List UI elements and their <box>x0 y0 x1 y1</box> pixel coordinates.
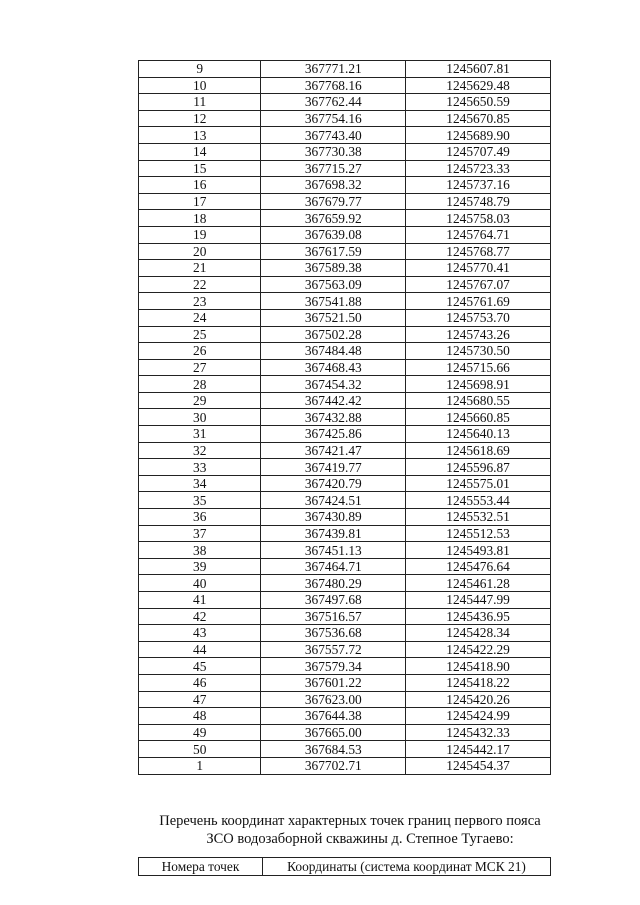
point-number-cell: 19 <box>139 226 261 243</box>
point-number-cell: 25 <box>139 326 261 343</box>
table-row <box>139 525 551 542</box>
y-coordinate-cell: 1245723.33 <box>406 160 551 177</box>
point-number-cell: 30 <box>139 409 261 426</box>
point-number-cell: 15 <box>139 160 261 177</box>
point-number-cell: 44 <box>139 641 261 658</box>
point-number-cell: 48 <box>139 708 261 725</box>
y-coordinate-cell: 1245670.85 <box>406 110 551 127</box>
point-number-cell: 23 <box>139 293 261 310</box>
y-coordinate-cell: 1245737.16 <box>406 177 551 194</box>
y-coordinate-cell: 1245493.81 <box>406 542 551 559</box>
x-coordinate-cell: 367762.44 <box>261 94 406 111</box>
y-coordinate-cell: 1245618.69 <box>406 442 551 459</box>
point-number-cell: 49 <box>139 724 261 741</box>
point-number-cell: 27 <box>139 359 261 376</box>
y-coordinate-cell: 1245512.53 <box>406 525 551 542</box>
table-row <box>139 674 551 691</box>
x-coordinate-cell: 367439.81 <box>261 525 406 542</box>
table-row <box>139 359 551 376</box>
table-row <box>139 757 551 774</box>
x-coordinate-cell: 367430.89 <box>261 509 406 526</box>
y-coordinate-cell: 1245532.51 <box>406 509 551 526</box>
y-coordinate-cell: 1245689.90 <box>406 127 551 144</box>
y-coordinate-cell: 1245476.64 <box>406 558 551 575</box>
caption-line-1: Перечень координат характерных точек границ первого пояса <box>159 813 541 829</box>
y-coordinate-cell: 1245420.26 <box>406 691 551 708</box>
y-coordinate-cell: 1245730.50 <box>406 343 551 360</box>
point-number-cell: 31 <box>139 426 261 443</box>
point-number-cell: 16 <box>139 177 261 194</box>
x-coordinate-cell: 367702.71 <box>261 757 406 774</box>
point-number-cell: 17 <box>139 193 261 210</box>
table-row <box>139 542 551 559</box>
point-number-cell: 43 <box>139 625 261 642</box>
y-coordinate-cell: 1245743.26 <box>406 326 551 343</box>
x-coordinate-cell: 367541.88 <box>261 293 406 310</box>
x-coordinate-cell: 367502.28 <box>261 326 406 343</box>
table-row <box>139 741 551 758</box>
point-number-cell: 38 <box>139 542 261 559</box>
table-row <box>139 210 551 227</box>
x-coordinate-cell: 367451.13 <box>261 542 406 559</box>
coords-header-cell: Координаты (система координат МСК 21) <box>263 858 551 876</box>
table-row <box>139 592 551 609</box>
table-row <box>139 260 551 277</box>
table-row <box>139 193 551 210</box>
table-row <box>139 326 551 343</box>
point-number-cell: 11 <box>139 94 261 111</box>
table-row <box>139 426 551 443</box>
point-number-cell: 12 <box>139 110 261 127</box>
y-coordinate-cell: 1245767.07 <box>406 276 551 293</box>
y-coordinate-cell: 1245764.71 <box>406 226 551 243</box>
x-coordinate-cell: 367771.21 <box>261 61 406 78</box>
coordinates-table-body <box>139 61 551 775</box>
point-number-cell: 1 <box>139 757 261 774</box>
x-coordinate-cell: 367454.32 <box>261 376 406 393</box>
y-coordinate-cell: 1245770.41 <box>406 260 551 277</box>
table-row <box>139 61 551 78</box>
y-coordinate-cell: 1245454.37 <box>406 757 551 774</box>
x-coordinate-cell: 367421.47 <box>261 442 406 459</box>
table-row <box>139 691 551 708</box>
y-coordinate-cell: 1245660.85 <box>406 409 551 426</box>
y-coordinate-cell: 1245428.34 <box>406 625 551 642</box>
y-coordinate-cell: 1245442.17 <box>406 741 551 758</box>
y-coordinate-cell: 1245418.22 <box>406 674 551 691</box>
table-row <box>139 475 551 492</box>
point-number-cell: 39 <box>139 558 261 575</box>
table-row <box>139 127 551 144</box>
table-row <box>139 392 551 409</box>
x-coordinate-cell: 367659.92 <box>261 210 406 227</box>
point-number-cell: 42 <box>139 608 261 625</box>
point-number-cell: 40 <box>139 575 261 592</box>
x-coordinate-cell: 367601.22 <box>261 674 406 691</box>
point-number-cell: 29 <box>139 392 261 409</box>
y-coordinate-cell: 1245761.69 <box>406 293 551 310</box>
y-coordinate-cell: 1245596.87 <box>406 459 551 476</box>
point-number-cell: 34 <box>139 475 261 492</box>
y-coordinate-cell: 1245758.03 <box>406 210 551 227</box>
y-coordinate-cell: 1245461.28 <box>406 575 551 592</box>
y-coordinate-cell: 1245424.99 <box>406 708 551 725</box>
x-coordinate-cell: 367730.38 <box>261 143 406 160</box>
table-row <box>139 243 551 260</box>
x-coordinate-cell: 367754.16 <box>261 110 406 127</box>
point-number-cell: 36 <box>139 509 261 526</box>
x-coordinate-cell: 367419.77 <box>261 459 406 476</box>
table-row <box>139 409 551 426</box>
y-coordinate-cell: 1245432.33 <box>406 724 551 741</box>
table-row <box>139 77 551 94</box>
table-row <box>139 641 551 658</box>
x-coordinate-cell: 367442.42 <box>261 392 406 409</box>
table-row <box>139 226 551 243</box>
y-coordinate-cell: 1245553.44 <box>406 492 551 509</box>
point-number-cell: 22 <box>139 276 261 293</box>
table-row <box>139 160 551 177</box>
x-coordinate-cell: 367698.32 <box>261 177 406 194</box>
point-number-cell: 46 <box>139 674 261 691</box>
point-number-cell: 21 <box>139 260 261 277</box>
x-coordinate-cell: 367768.16 <box>261 77 406 94</box>
header-table <box>138 857 551 876</box>
point-number-cell: 18 <box>139 210 261 227</box>
x-coordinate-cell: 367665.00 <box>261 724 406 741</box>
x-coordinate-cell: 367623.00 <box>261 691 406 708</box>
point-number-cell: 20 <box>139 243 261 260</box>
x-coordinate-cell: 367679.77 <box>261 193 406 210</box>
y-coordinate-cell: 1245680.55 <box>406 392 551 409</box>
caption-line-2: ЗСО водозаборной скважины д. Степное Тугаево: <box>206 831 514 847</box>
point-number-cell: 14 <box>139 143 261 160</box>
x-coordinate-cell: 367516.57 <box>261 608 406 625</box>
y-coordinate-cell: 1245650.59 <box>406 94 551 111</box>
x-coordinate-cell: 367425.86 <box>261 426 406 443</box>
point-number-cell: 32 <box>139 442 261 459</box>
y-coordinate-cell: 1245748.79 <box>406 193 551 210</box>
x-coordinate-cell: 367557.72 <box>261 641 406 658</box>
y-coordinate-cell: 1245418.90 <box>406 658 551 675</box>
point-number-cell: 35 <box>139 492 261 509</box>
points-header-cell: Номера точек <box>139 858 263 876</box>
point-number-cell: 26 <box>139 343 261 360</box>
table-row <box>139 376 551 393</box>
y-coordinate-cell: 1245607.81 <box>406 61 551 78</box>
point-number-cell: 47 <box>139 691 261 708</box>
table-row <box>139 575 551 592</box>
table-row <box>139 110 551 127</box>
y-coordinate-cell: 1245698.91 <box>406 376 551 393</box>
x-coordinate-cell: 367468.43 <box>261 359 406 376</box>
y-coordinate-cell: 1245715.66 <box>406 359 551 376</box>
table-row <box>139 459 551 476</box>
x-coordinate-cell: 367684.53 <box>261 741 406 758</box>
point-number-cell: 33 <box>139 459 261 476</box>
x-coordinate-cell: 367464.71 <box>261 558 406 575</box>
table-row <box>139 94 551 111</box>
table-row <box>139 293 551 310</box>
table-row <box>139 309 551 326</box>
x-coordinate-cell: 367420.79 <box>261 475 406 492</box>
table-row <box>139 608 551 625</box>
table-row <box>139 276 551 293</box>
table-row <box>139 625 551 642</box>
y-coordinate-cell: 1245575.01 <box>406 475 551 492</box>
table-row <box>139 177 551 194</box>
point-number-cell: 50 <box>139 741 261 758</box>
x-coordinate-cell: 367424.51 <box>261 492 406 509</box>
x-coordinate-cell: 367432.88 <box>261 409 406 426</box>
x-coordinate-cell: 367715.27 <box>261 160 406 177</box>
point-number-cell: 13 <box>139 127 261 144</box>
x-coordinate-cell: 367644.38 <box>261 708 406 725</box>
table-row <box>139 343 551 360</box>
header-row <box>139 858 551 876</box>
x-coordinate-cell: 367484.48 <box>261 343 406 360</box>
table-row <box>139 509 551 526</box>
point-number-cell: 41 <box>139 592 261 609</box>
x-coordinate-cell: 367589.38 <box>261 260 406 277</box>
y-coordinate-cell: 1245707.49 <box>406 143 551 160</box>
point-number-cell: 45 <box>139 658 261 675</box>
y-coordinate-cell: 1245436.95 <box>406 608 551 625</box>
table-row <box>139 143 551 160</box>
table-row <box>139 658 551 675</box>
y-coordinate-cell: 1245640.13 <box>406 426 551 443</box>
y-coordinate-cell: 1245629.48 <box>406 77 551 94</box>
point-number-cell: 24 <box>139 309 261 326</box>
table-row <box>139 708 551 725</box>
x-coordinate-cell: 367536.68 <box>261 625 406 642</box>
x-coordinate-cell: 367617.59 <box>261 243 406 260</box>
table-row <box>139 492 551 509</box>
x-coordinate-cell: 367639.08 <box>261 226 406 243</box>
x-coordinate-cell: 367563.09 <box>261 276 406 293</box>
coordinates-table <box>138 60 551 775</box>
y-coordinate-cell: 1245422.29 <box>406 641 551 658</box>
x-coordinate-cell: 367521.50 <box>261 309 406 326</box>
x-coordinate-cell: 367579.34 <box>261 658 406 675</box>
point-number-cell: 10 <box>139 77 261 94</box>
point-number-cell: 28 <box>139 376 261 393</box>
x-coordinate-cell: 367480.29 <box>261 575 406 592</box>
y-coordinate-cell: 1245753.70 <box>406 309 551 326</box>
point-number-cell: 9 <box>139 61 261 78</box>
point-number-cell: 37 <box>139 525 261 542</box>
y-coordinate-cell: 1245447.99 <box>406 592 551 609</box>
x-coordinate-cell: 367743.40 <box>261 127 406 144</box>
y-coordinate-cell: 1245768.77 <box>406 243 551 260</box>
table-row <box>139 442 551 459</box>
table-row <box>139 724 551 741</box>
x-coordinate-cell: 367497.68 <box>261 592 406 609</box>
table-row <box>139 558 551 575</box>
